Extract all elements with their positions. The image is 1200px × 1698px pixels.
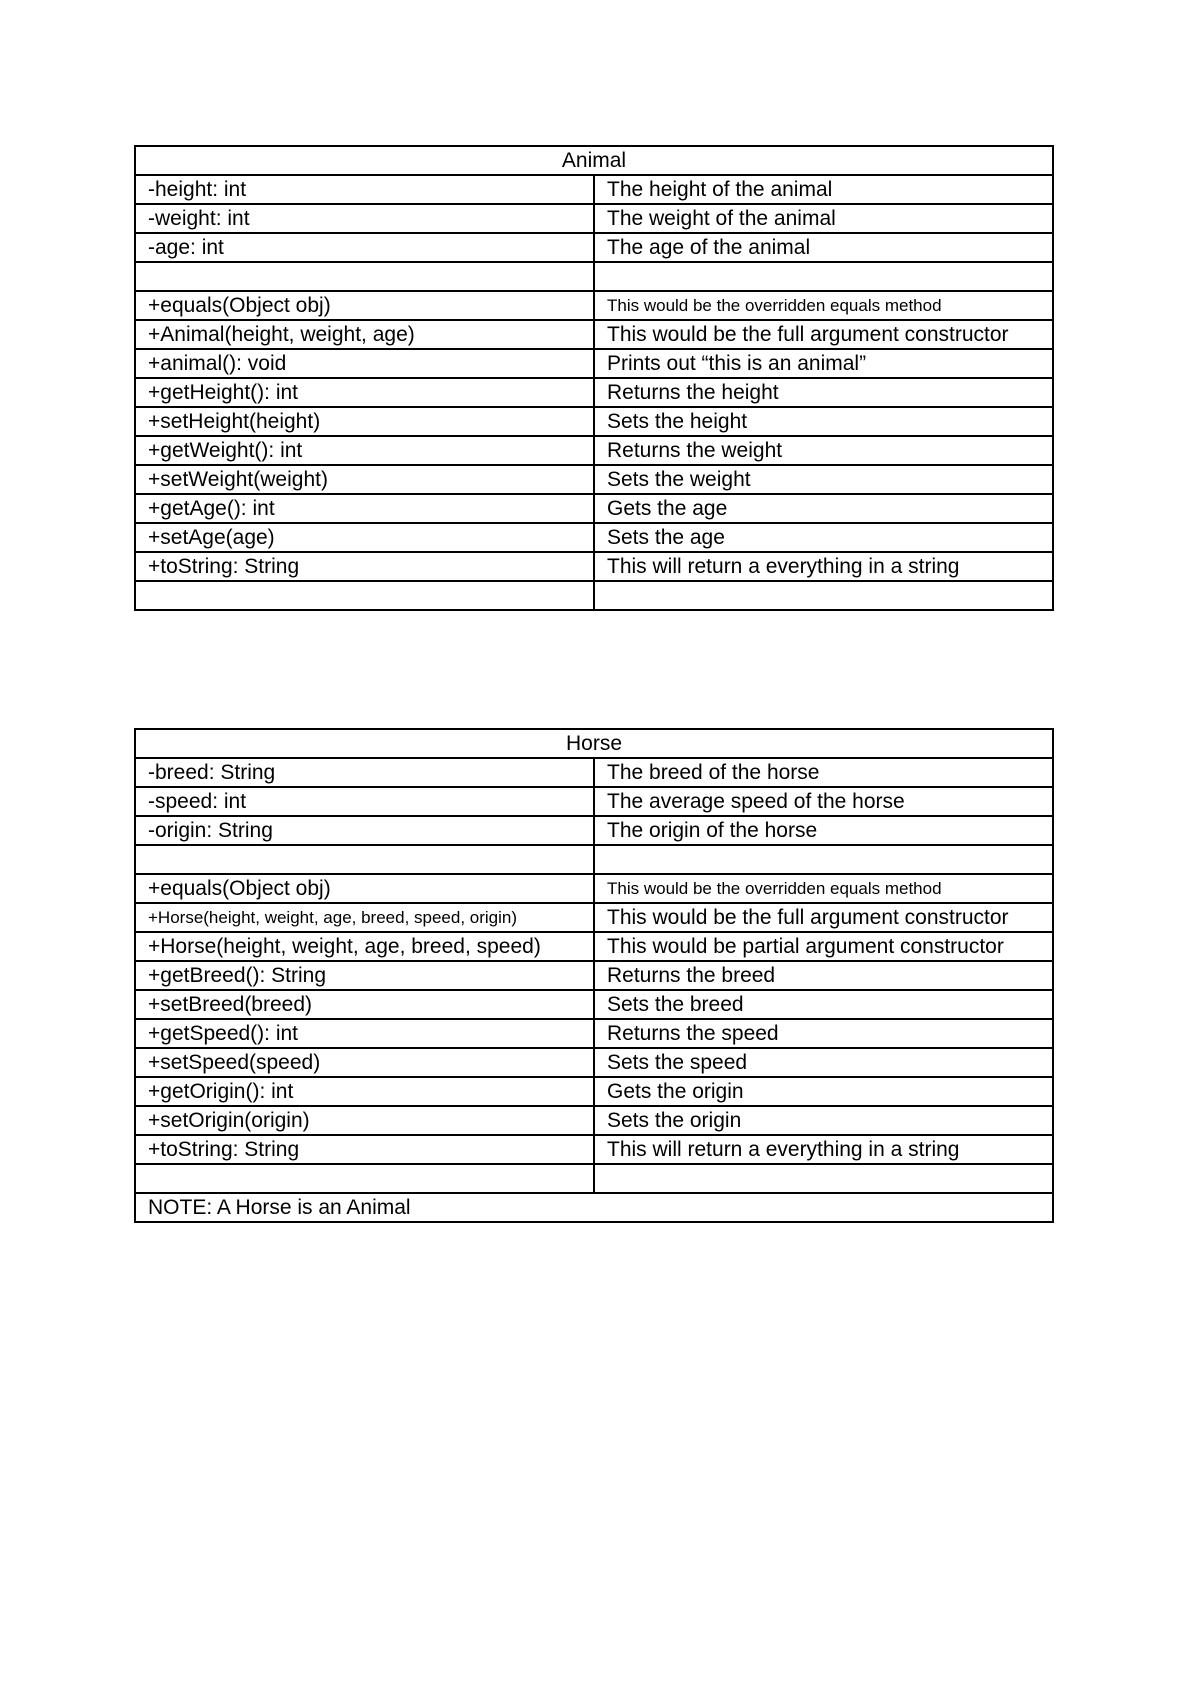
- attribute-description: The age of the animal: [594, 233, 1053, 262]
- method-description: Returns the height: [594, 378, 1053, 407]
- method-row: [135, 990, 1053, 1019]
- method-member: +setHeight(height): [135, 407, 594, 436]
- method-row: [135, 1135, 1053, 1164]
- empty-cell: [135, 262, 594, 291]
- method-row: [135, 349, 1053, 378]
- empty-cell: [135, 1164, 594, 1193]
- empty-cell: [135, 581, 594, 610]
- attribute-member: -origin: String: [135, 816, 594, 845]
- method-member: +getWeight(): int: [135, 436, 594, 465]
- method-member: +getOrigin(): int: [135, 1077, 594, 1106]
- empty-cell: [135, 845, 594, 874]
- method-description: Prints out “this is an animal”: [594, 349, 1053, 378]
- empty-cell: [594, 845, 1053, 874]
- class-header-row: [135, 146, 1053, 175]
- method-description: Sets the breed: [594, 990, 1053, 1019]
- separator-row: [135, 581, 1053, 610]
- separator-row: [135, 1164, 1053, 1193]
- method-description: Sets the origin: [594, 1106, 1053, 1135]
- method-member: +Horse(height, weight, age, breed, speed): [135, 932, 594, 961]
- method-member: +equals(Object obj): [135, 874, 594, 903]
- attribute-member: -breed: String: [135, 758, 594, 787]
- class-name: Horse: [135, 729, 1053, 758]
- method-member: +setOrigin(origin): [135, 1106, 594, 1135]
- animal-class-table: [134, 145, 1054, 611]
- method-description: This will return a everything in a string: [594, 552, 1053, 581]
- attribute-description: The origin of the horse: [594, 816, 1053, 845]
- method-member: +Horse(height, weight, age, breed, speed, origin): [135, 903, 594, 932]
- method-description: Returns the breed: [594, 961, 1053, 990]
- attribute-row: [135, 816, 1053, 845]
- method-member: +animal(): void: [135, 349, 594, 378]
- attribute-row: [135, 175, 1053, 204]
- method-description: This would be the full argument constructor: [594, 320, 1053, 349]
- method-row: [135, 1019, 1053, 1048]
- attribute-row: [135, 204, 1053, 233]
- horse-class-table: [134, 728, 1054, 1223]
- class-header-row: [135, 729, 1053, 758]
- attribute-member: -age: int: [135, 233, 594, 262]
- method-row: [135, 552, 1053, 581]
- method-description: Sets the speed: [594, 1048, 1053, 1077]
- attribute-row: [135, 233, 1053, 262]
- method-member: +toString: String: [135, 552, 594, 581]
- class-name: Animal: [135, 146, 1053, 175]
- method-row: [135, 932, 1053, 961]
- empty-cell: [594, 1164, 1053, 1193]
- attribute-row: [135, 758, 1053, 787]
- empty-cell: [594, 262, 1053, 291]
- attribute-description: The weight of the animal: [594, 204, 1053, 233]
- method-row: [135, 494, 1053, 523]
- empty-cell: [594, 581, 1053, 610]
- method-description: Sets the weight: [594, 465, 1053, 494]
- method-description: Returns the speed: [594, 1019, 1053, 1048]
- note-row: [135, 1193, 1053, 1222]
- attribute-description: The average speed of the horse: [594, 787, 1053, 816]
- method-row: [135, 961, 1053, 990]
- method-row: [135, 903, 1053, 932]
- method-description: Sets the height: [594, 407, 1053, 436]
- method-description: Gets the origin: [594, 1077, 1053, 1106]
- attribute-member: -speed: int: [135, 787, 594, 816]
- method-row: [135, 436, 1053, 465]
- method-member: +getSpeed(): int: [135, 1019, 594, 1048]
- method-description: Gets the age: [594, 494, 1053, 523]
- method-row: [135, 1106, 1053, 1135]
- attribute-member: -height: int: [135, 175, 594, 204]
- inheritance-note: NOTE: A Horse is an Animal: [135, 1193, 1053, 1222]
- method-member: +getAge(): int: [135, 494, 594, 523]
- method-description: This would be the overridden equals method: [594, 874, 1053, 903]
- method-description: This will return a everything in a string: [594, 1135, 1053, 1164]
- method-row: [135, 1077, 1053, 1106]
- method-member: +getBreed(): String: [135, 961, 594, 990]
- method-row: [135, 407, 1053, 436]
- method-description: This would be partial argument constructor: [594, 932, 1053, 961]
- separator-row: [135, 845, 1053, 874]
- method-member: +setSpeed(speed): [135, 1048, 594, 1077]
- attribute-description: The height of the animal: [594, 175, 1053, 204]
- method-description: Returns the weight: [594, 436, 1053, 465]
- method-member: +getHeight(): int: [135, 378, 594, 407]
- separator-row: [135, 262, 1053, 291]
- method-member: +setAge(age): [135, 523, 594, 552]
- method-description: Sets the age: [594, 523, 1053, 552]
- method-member: +setWeight(weight): [135, 465, 594, 494]
- method-member: +setBreed(breed): [135, 990, 594, 1019]
- method-row: [135, 378, 1053, 407]
- method-member: +equals(Object obj): [135, 291, 594, 320]
- method-row: [135, 523, 1053, 552]
- method-member: +toString: String: [135, 1135, 594, 1164]
- method-row: [135, 465, 1053, 494]
- attribute-member: -weight: int: [135, 204, 594, 233]
- method-row: [135, 1048, 1053, 1077]
- method-description: This would be the overridden equals method: [594, 291, 1053, 320]
- method-row: [135, 874, 1053, 903]
- method-row: [135, 291, 1053, 320]
- method-description: This would be the full argument constructor: [594, 903, 1053, 932]
- method-row: [135, 320, 1053, 349]
- attribute-description: The breed of the horse: [594, 758, 1053, 787]
- attribute-row: [135, 787, 1053, 816]
- method-member: +Animal(height, weight, age): [135, 320, 594, 349]
